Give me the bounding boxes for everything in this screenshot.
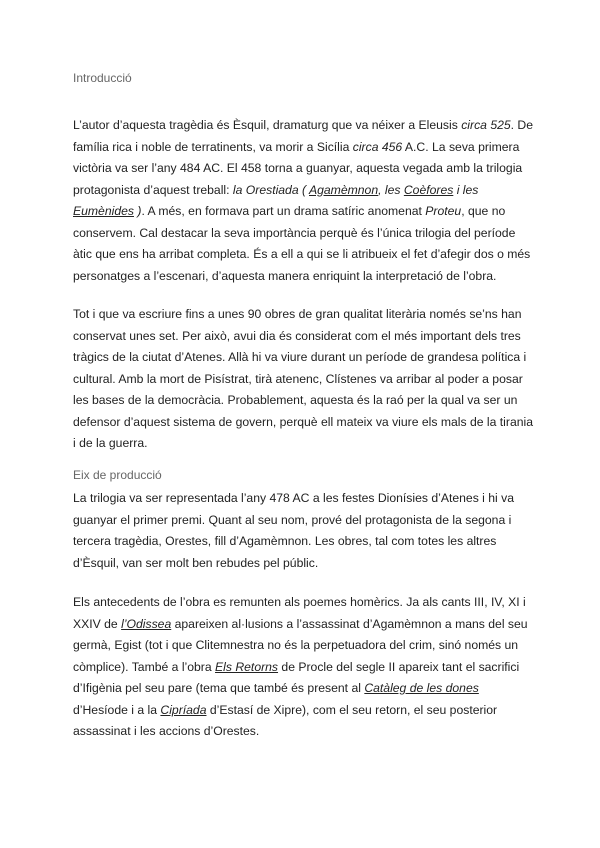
work-title-link[interactable]: Cipríada xyxy=(160,702,207,717)
text-run: d’Hesíode i a la xyxy=(73,702,161,717)
work-title-link[interactable]: l’Odissea xyxy=(121,616,172,631)
italic-text: circa 456 xyxy=(352,139,403,154)
italic-text: , xyxy=(378,182,385,197)
text-run: apareixen al·lusions a l’assassinat d’Agamèmnon a mans del seu germà, Egist (tot i que Clitemnestra no és la perpetuadora del crim, sinó només un còmplice). També a l’obra xyxy=(73,616,528,674)
paragraph-3 xyxy=(73,488,533,574)
paragraph-4 xyxy=(73,592,533,743)
italic-text: circa 525 xyxy=(461,118,511,132)
text-run: Tot i que va escriure fins a unes 90 obres de gran qualitat literària només se’ns han conservat unes set. Per això, avui dia és considerat com el més important dels tres tràgics de la ciutat d’Atenes. Allà hi va viure durant un període de grandesa política i cultural. Amb la mort de Pisístrat, tirà atenenc, Clístenes va arribar al poder a posar les bases de la democràcia. Probablement, aquesta és la raó per la qual va ser un defensor d’aquest sistema de govern, perquè ell mateix va viure els mals de la tirania i de la guerra. xyxy=(73,307,533,450)
text-run: . De família rica i noble de terratinents, va morir a Sicília xyxy=(73,118,534,154)
heading-eix-de-produccio: Eix de producció xyxy=(73,468,162,482)
text-run: , que no conservem. Cal destacar la seva importància perquè és l’única trilogia del període àtic que ens ha arribat completa. És a ell a qui se li atribueix el fet d’afegir dos o més personatges a l’escenari, d’aquesta manera enriquint la interpretació de l’obra. xyxy=(73,204,531,283)
work-title-link[interactable]: Els Retorns xyxy=(215,659,279,674)
text-run: A.C. La seva primera victòria va ser l’any 484 AC. El 458 torna a guanyar, aquesta vegada amb la trilogia protagonista d’aquest treball: xyxy=(73,139,523,197)
work-title-link[interactable]: Agamèmnon xyxy=(309,182,379,197)
text-run: L’autor d’aquesta tragèdia és Èsquil, dramaturg que va néixer a Eleusis xyxy=(73,118,462,132)
paragraph-2 xyxy=(73,304,533,455)
text-run: . A més, en formava part un drama satíric anomenat xyxy=(141,204,426,218)
text-run: de Procle del segle II apareix tant el sacrifici d’Ifigènia pel seu pare (tema que també és present al xyxy=(73,659,520,695)
italic-text: les xyxy=(384,182,404,197)
paragraph-1 xyxy=(73,115,533,287)
heading-introduccio: Introducció xyxy=(73,71,132,85)
italic-text: i les xyxy=(453,182,479,197)
text-run: La trilogia va ser representada l’any 478 AC a les festes Dionísies d’Atenes i hi va guanyar el primer premi. Quant al seu nom, prové del protagonista de la segona i tercera tragèdia, Orestes, fill d’Agamèmnon. Les obres, tal com totes les altres d’Èsquil, van ser molt ben rebudes pel públic. xyxy=(73,491,515,570)
italic-text: Proteu xyxy=(425,204,462,218)
italic-text: la Orestiada ( xyxy=(232,182,309,197)
text-run: d’Estasí de Xipre), com el seu retorn, el seu posterior assassinat i les accions d’Orestes. xyxy=(73,702,498,738)
work-title-link[interactable]: Coèfores xyxy=(403,182,454,197)
work-title-link[interactable]: Catàleg de les dones xyxy=(364,681,479,695)
italic-text: ) xyxy=(133,204,142,218)
text-run: Els antecedents de l’obra es remunten als poemes homèrics. Ja als cants III, IV, XI i XXIV de xyxy=(73,595,526,631)
work-title-link[interactable]: Eumènides xyxy=(73,204,134,218)
